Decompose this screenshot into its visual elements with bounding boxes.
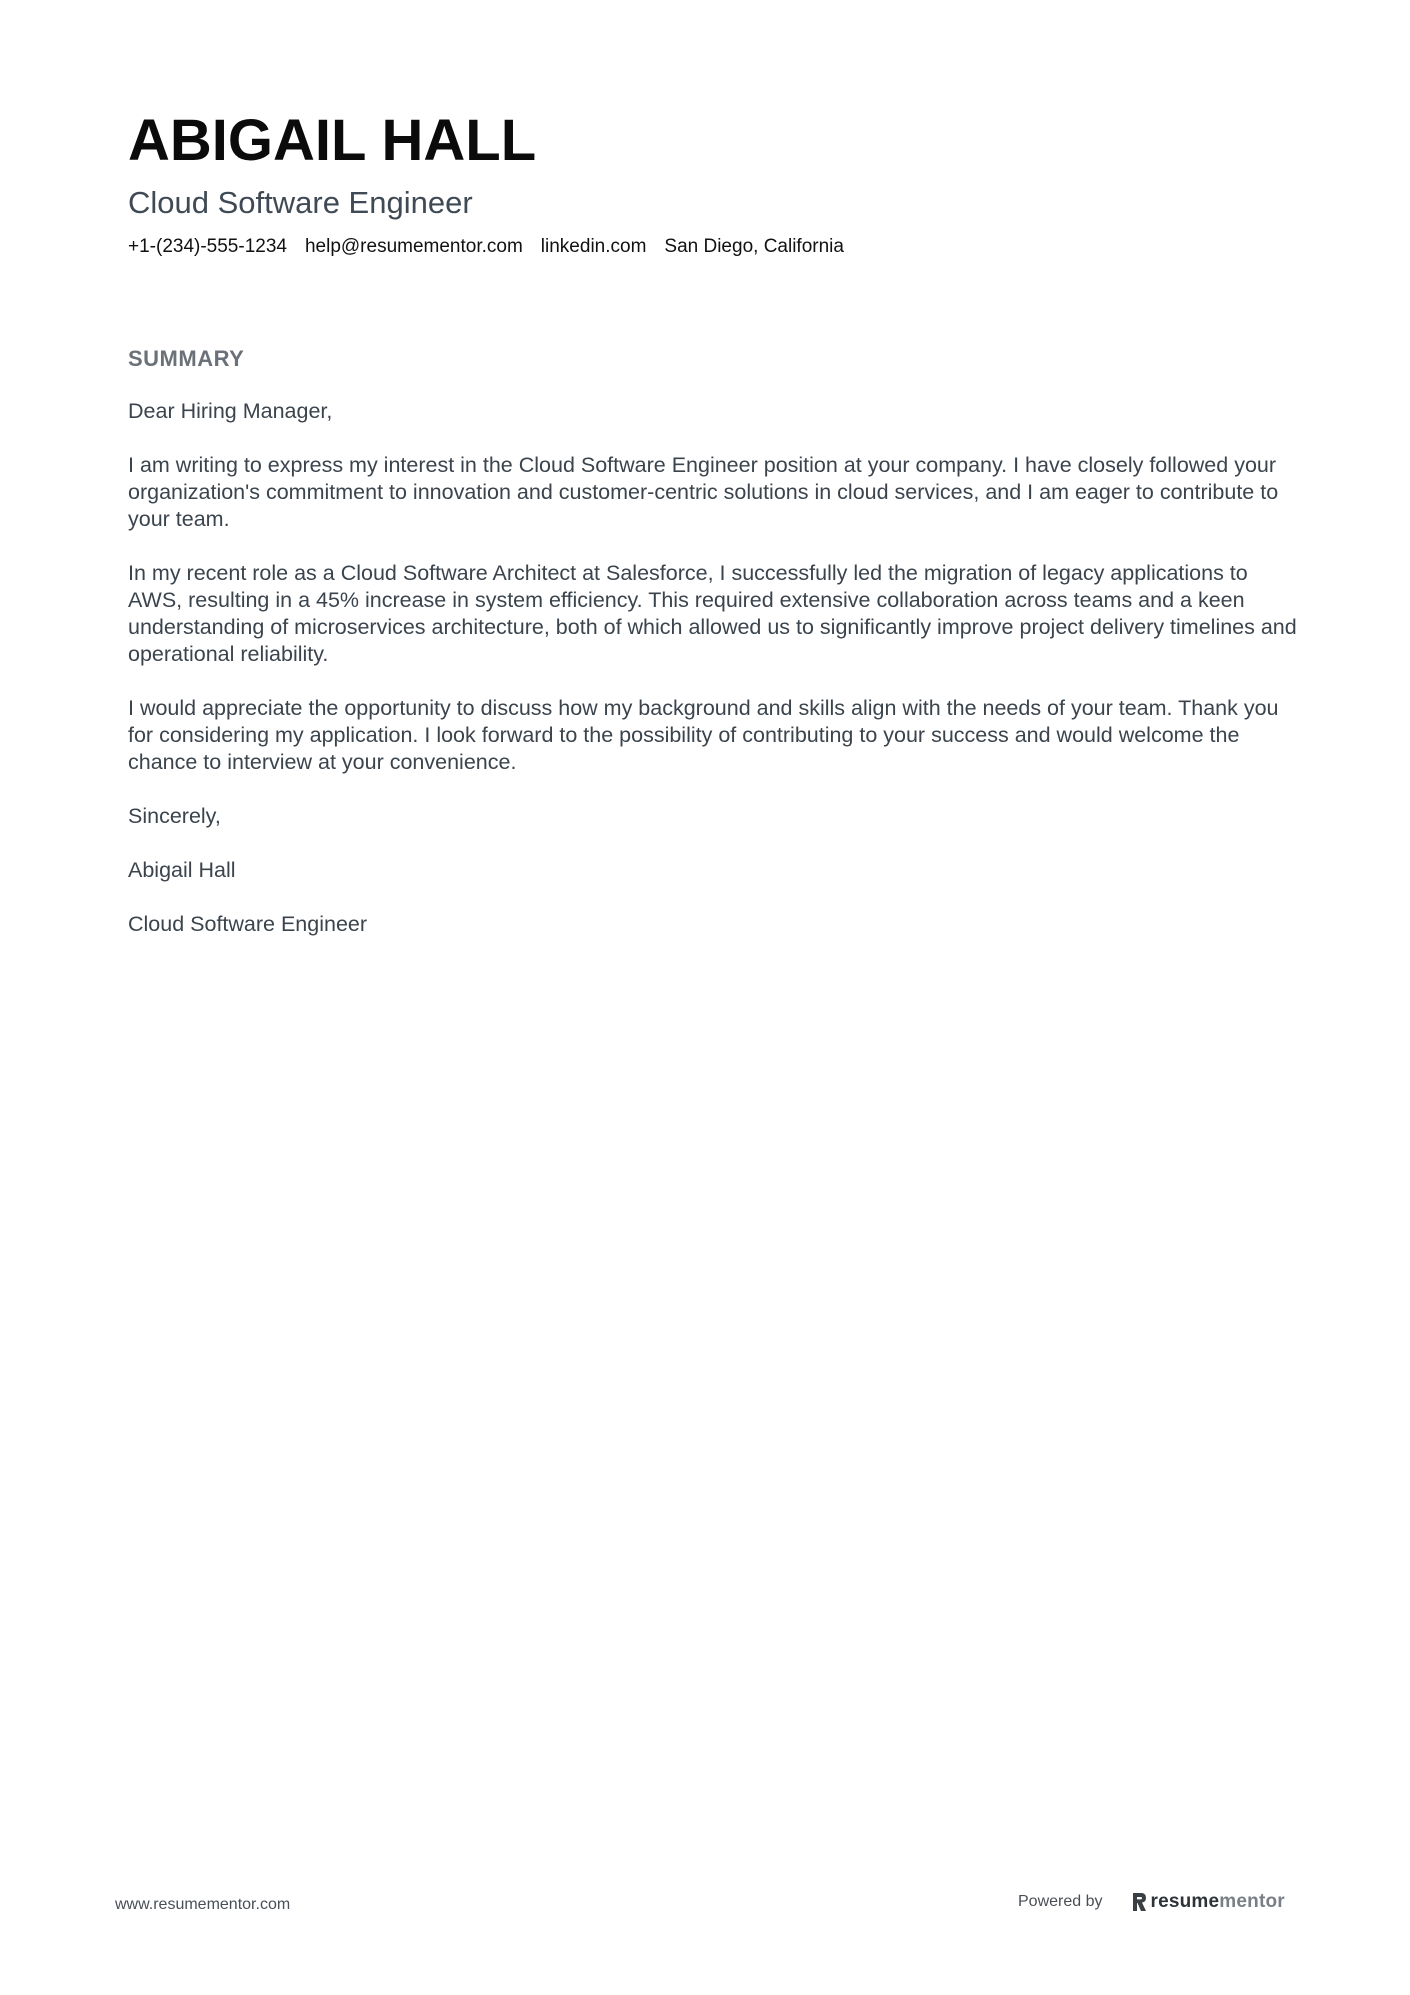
contact-email: help@resumementor.com <box>304 236 523 257</box>
signature-title: Cloud Software Engineer <box>128 912 368 936</box>
footer-website: www.resumementor.com <box>115 1896 291 1913</box>
letter-salutation: Dear Hiring Manager, <box>128 399 333 423</box>
resumementor-logo-icon <box>1131 1892 1147 1912</box>
brand-name-part2: mentor <box>1219 1891 1285 1912</box>
brand-name-part1: resume <box>1150 1891 1220 1912</box>
contact-location: San Diego, California <box>664 236 844 257</box>
contact-info <box>128 236 844 259</box>
candidate-name: ABIGAIL HALL <box>128 108 537 173</box>
candidate-title: Cloud Software Engineer <box>128 185 473 220</box>
letter-paragraph: In my recent role as a Cloud Software Architect at Salesforce, I successfully led the migration of legacy applications to AWS, resulting in a 45% increase in system efficiency. This required extensive collaboration across teams and a keen understanding of microservices architecture, both of which allowed us to significantly improve project delivery timelines and operational reliability. <box>128 561 1297 666</box>
letter-paragraph: I would appreciate the opportunity to discuss how my background and skills align with the needs of your team. Thank you for considering my application. I look forward to the possibility of contributing to your success and would welcome the chance to interview at your convenience. <box>128 696 1279 774</box>
powered-by-label: Powered by <box>1018 1893 1103 1910</box>
footer-branding <box>1018 1888 1285 1916</box>
contact-phone: +1-(234)-555-1234 <box>128 236 287 257</box>
letter-paragraph: I am writing to express my interest in the Cloud Software Engineer position at your company. I have closely followed your organization's commitment to innovation and customer-centric solutions in cloud services, and I am eager to contribute to your team. <box>128 453 1279 531</box>
section-heading-summary: SUMMARY <box>128 346 245 371</box>
contact-linkedin: linkedin.com <box>540 236 647 257</box>
signature-name: Abigail Hall <box>128 858 236 882</box>
letter-body <box>128 398 1298 965</box>
letter-closing: Sincerely, <box>128 804 221 828</box>
brand-logo <box>1131 1891 1285 1913</box>
